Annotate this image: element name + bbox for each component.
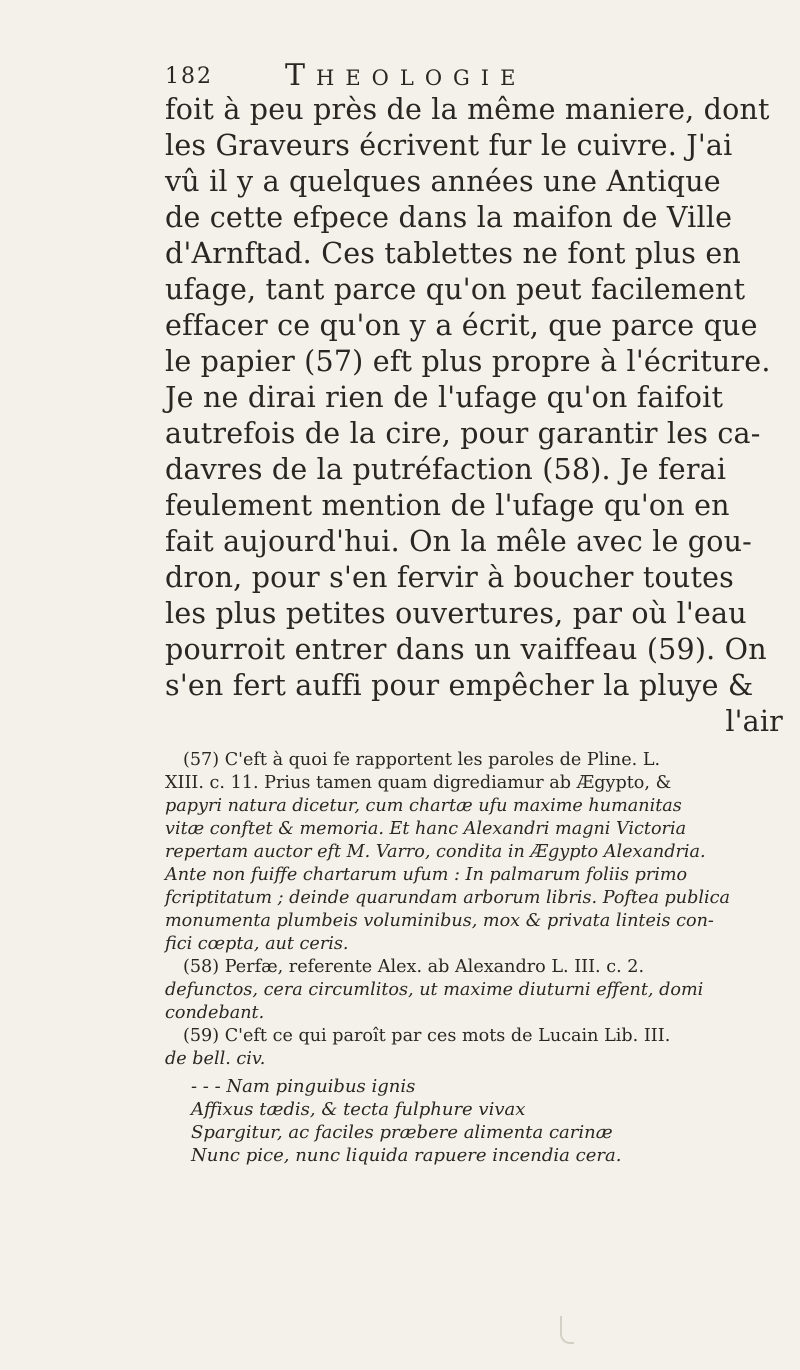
footnote-line: (57) C'eft à quoi fe rapportent les paroles de Pline. L. — [183, 750, 661, 770]
body-line: pourroit entrer dans un vaiffeau (59). On — [165, 633, 767, 666]
footnote-line: vitæ conftet & memoria. Et hanc Alexandri magni Victoria — [165, 819, 687, 839]
page-number: 182 — [165, 64, 213, 89]
footnote-line: defunctos, cera circumlitos, ut maxime diuturni effent, domi — [165, 980, 704, 1000]
body-line: feulement mention de l'ufage qu'on en — [165, 489, 730, 522]
body-line: effacer ce qu'on y a écrit, que parce que — [165, 309, 758, 342]
footnote-line: de bell. civ. — [165, 1049, 266, 1069]
footnotes — [165, 749, 787, 1167]
body-line: fait aujourd'hui. On la mêle avec le gou- — [165, 525, 752, 558]
footnote-line: fcriptitatum ; deinde quarundam arborum libris. Poftea publica — [165, 888, 730, 908]
body-line: Je ne dirai rien de l'ufage qu'on faifoit — [165, 381, 724, 414]
main-text — [165, 92, 785, 740]
body-line: foit à peu près de la même maniere, dont — [165, 93, 770, 126]
body-line: autrefois de la cire, pour garantir les ca- — [165, 417, 761, 450]
body-line: le papier (57) eft plus propre à l'écriture. — [165, 345, 771, 378]
body-line: les Graveurs écrivent fur le cuivre. J'ai — [165, 129, 733, 162]
running-title: Theologie — [285, 58, 527, 93]
footnote-line: (59) C'eft ce qui paroît par ces mots de Lucain Lib. III. — [183, 1026, 671, 1046]
verse-line: Spargitur, ac faciles præbere alimenta carinæ — [191, 1122, 613, 1143]
body-line: s'en fert auffi pour empêcher la pluye & — [165, 669, 754, 702]
body-line: les plus petites ouvertures, par où l'eau — [165, 597, 747, 630]
body-line: ufage, tant parce qu'on peut facilement — [165, 273, 746, 306]
body-line: d'Arnftad. Ces tablettes ne font plus en — [165, 237, 741, 270]
body-line: davres de la putréfaction (58). Je ferai — [165, 453, 727, 486]
footnote-line: Ante non fuiffe chartarum ufum : In palmarum foliis primo — [165, 865, 688, 885]
verse-quotation — [165, 1075, 787, 1167]
footnote-line: repertam auctor eft M. Varro, condita in Ægypto Alexandria. — [165, 842, 706, 862]
catchword: l'air — [725, 705, 783, 738]
verse-line: - - - Nam pinguibus ignis — [191, 1076, 416, 1097]
body-line: vû il y a quelques années une Antique — [165, 165, 721, 198]
footnote-line: XIII. c. 11. Prius tamen quam digrediamur ab Ægypto, & — [165, 773, 672, 793]
footnote-line: papyri natura dicetur, cum chartæ ufu maxime humanitas — [165, 796, 682, 816]
verse-line: Nunc pice, nunc liquida rapuere incendia cera. — [191, 1145, 622, 1166]
footnote-line: (58) Perfæ, referente Alex. ab Alexandro L. III. c. 2. — [183, 957, 645, 977]
verse-line: Affixus tædis, & tecta fulphure vivax — [191, 1099, 526, 1120]
footnote-line: condebant. — [165, 1003, 265, 1023]
footnote-line: monumenta plumbeis voluminibus, mox & privata linteis con- — [165, 911, 714, 931]
footnote-line: fici cœpta, aut ceris. — [165, 934, 349, 954]
body-line: de cette efpece dans la maifon de Ville — [165, 201, 733, 234]
body-line: dron, pour s'en fervir à boucher toutes — [165, 561, 735, 594]
paper-mark — [560, 1316, 574, 1344]
